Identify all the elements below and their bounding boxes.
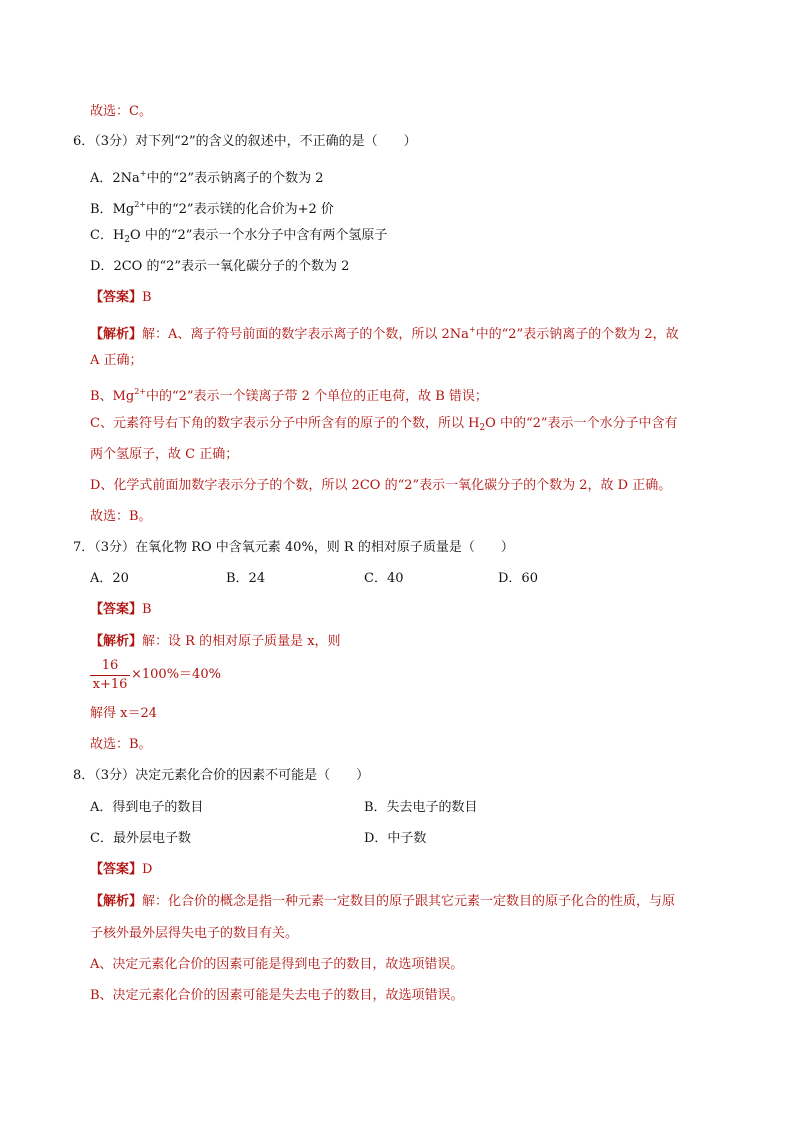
- q6-analysis-line-3: [90, 383, 488, 406]
- q7-analysis-line-1: [90, 633, 341, 651]
- analysis-tag: 【解析】: [90, 327, 143, 342]
- q7-fraction-tail: ×100%＝40%: [131, 667, 221, 682]
- q6-score: （3分）: [94, 134, 136, 149]
- q8-analysis-line-2: 子核外最外层得失电子的数目有关。: [90, 926, 299, 941]
- q6-option-a: [90, 165, 323, 188]
- q6-analysis-line-5: 两个氢原子，故 C 正确；: [90, 447, 239, 462]
- superscript: 2+: [134, 200, 146, 209]
- option-letter: C．: [90, 228, 113, 243]
- formula: Mg: [112, 202, 135, 217]
- q7-fraction: [90, 658, 130, 693]
- q8-option-b: B．失去电子的数目: [364, 800, 478, 815]
- q7-option-c: C．40: [364, 571, 404, 586]
- q7-number: 7．: [73, 540, 95, 555]
- q6-number: 6．: [73, 134, 95, 149]
- analysis-text: C、元素符号右下角的数字表示分子中所含有的原子的个数，所以 H: [90, 416, 480, 431]
- answer-tag: 【答案】: [90, 862, 143, 877]
- q7-option-a: A．20: [90, 571, 129, 586]
- option-letter: A．: [90, 171, 113, 186]
- analysis-text: 解：A、离子符号前面的数字表示离子的个数，所以 2Na: [142, 327, 469, 342]
- q6-answer: [90, 289, 152, 307]
- option-letter: B．: [90, 202, 113, 217]
- q8-score: （3分）: [94, 768, 136, 783]
- option-text: 中的“2”表示镁的化合价为+2 价: [146, 202, 334, 217]
- analysis-text: 中的“2”表示钠离子的个数为 2，故: [475, 327, 679, 342]
- q8-option-d: D．中子数: [364, 831, 427, 846]
- option-text: O 中的“2”表示一个水分子中含有两个氢原子: [130, 228, 388, 243]
- answer-value: D: [142, 862, 153, 877]
- subscript: 2: [479, 423, 486, 433]
- q6-stem-line: [73, 133, 417, 151]
- q6-analysis-line-2: A 正确；: [90, 353, 143, 368]
- q8-analysis-line-3: A、决定元素化合价的因素可能是得到电子的数目，故选项错误。: [90, 957, 464, 972]
- q6-option-c: [90, 227, 387, 249]
- superscript: +: [139, 169, 147, 178]
- formula: 2Na: [112, 171, 140, 186]
- q8-number: 8．: [73, 768, 95, 783]
- q6-option-d: [90, 258, 349, 276]
- q6-analysis-line-6: D、化学式前面加数字表示分子的个数，所以 2CO 的“2”表示一氧化碳分子的个数为 2，故 D 正确。: [90, 478, 672, 493]
- fraction-numerator: 16: [90, 658, 130, 676]
- q6-analysis-line-1: [90, 321, 679, 344]
- q8-analysis-line-4: B、决定元素化合价的因素可能是失去电子的数目，故选项错误。: [90, 988, 464, 1003]
- fraction-denominator: x+16: [92, 677, 128, 692]
- analysis-tag: 【解析】: [90, 894, 143, 909]
- q7-solve: 解得 x＝24: [90, 706, 158, 721]
- q6-analysis-line-4: [90, 415, 678, 437]
- q8-stem-line: [73, 767, 369, 785]
- q7-option-b: B．24: [226, 571, 266, 586]
- q8-analysis-line-1: [90, 893, 675, 911]
- subscript: 2: [124, 235, 131, 245]
- option-text: 中的“2”表示钠离子的个数为 2: [146, 171, 324, 186]
- q8-option-c: C．最外层电子数: [90, 831, 191, 846]
- option-letter: D．: [90, 259, 114, 274]
- analysis-tag: 【解析】: [90, 634, 143, 649]
- analysis-text: 解：设 R 的相对原子质量是 x，则: [142, 634, 341, 649]
- answer-tag: 【答案】: [90, 602, 143, 617]
- q7-score: （3分）: [94, 540, 136, 555]
- analysis-text: 解：化合价的概念是指一种元素一定数目的原子跟其它元素一定数目的原子化合的性质，与原: [142, 894, 676, 909]
- analysis-text: 中的“2”表示一个镁离子带 2 个单位的正电荷，故 B 错误；: [145, 389, 488, 404]
- q6-stem: 对下列“2”的含义的叙述中，不正确的是（ ）: [135, 134, 417, 149]
- q8-stem: 决定元素化合价的因素不可能是（ ）: [135, 768, 370, 783]
- q6-conclusion: 故选：B。: [90, 509, 152, 524]
- formula: H: [112, 228, 125, 243]
- superscript: +: [468, 325, 476, 334]
- analysis-text: O 中的“2”表示一个水分子中含有: [485, 416, 678, 431]
- answer-value: B: [142, 602, 152, 617]
- analysis-text: B、Mg: [90, 389, 135, 404]
- answer-tag: 【答案】: [90, 290, 143, 305]
- answer-value: B: [142, 290, 152, 305]
- q8-option-a: A．得到电子的数目: [90, 800, 204, 815]
- q7-stem: 在氧化物 RO 中含氧元素 40%，则 R 的相对原子质量是（ ）: [135, 540, 514, 555]
- q7-option-d: D．60: [498, 571, 538, 586]
- q7-stem-line: [73, 539, 514, 557]
- q8-answer: [90, 861, 152, 879]
- q7-answer: [90, 601, 152, 619]
- prev-conclusion: 故选：C。: [90, 104, 152, 119]
- option-text: 2CO 的“2”表示一氧化碳分子的个数为 2: [113, 259, 350, 274]
- q7-conclusion: 故选：B。: [90, 737, 152, 752]
- q6-option-b: [90, 196, 334, 219]
- superscript: 2+: [134, 387, 146, 396]
